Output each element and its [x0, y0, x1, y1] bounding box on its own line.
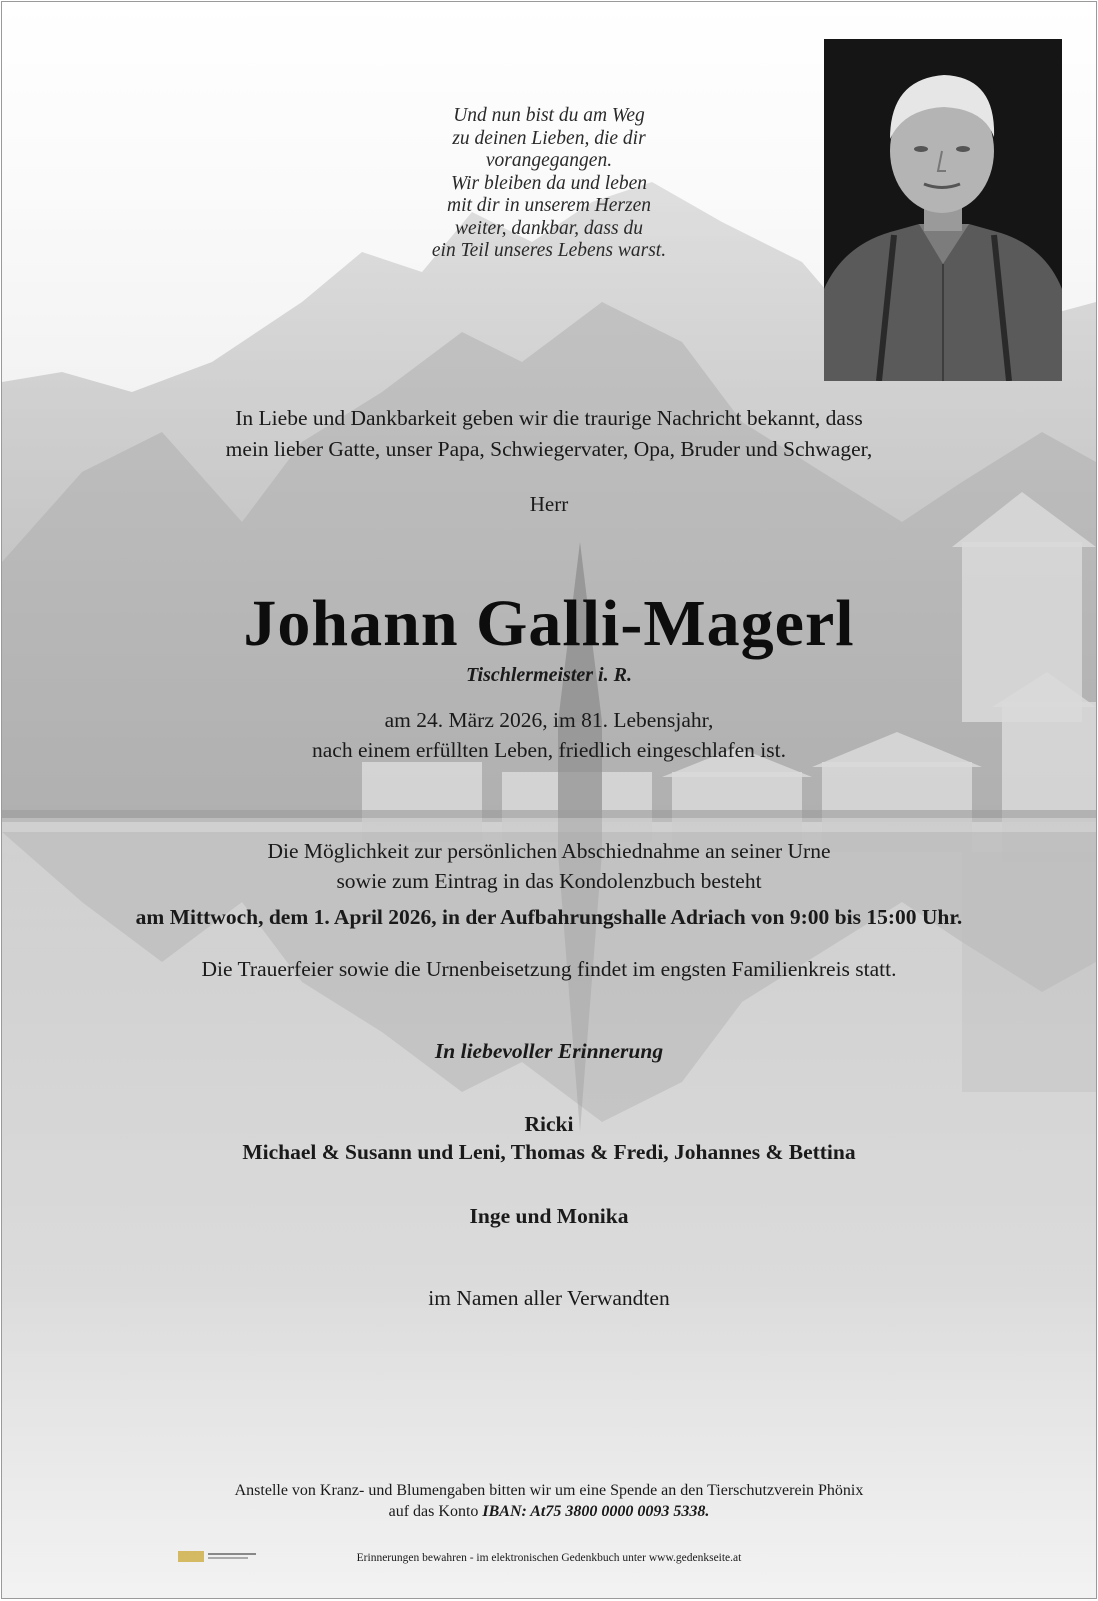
death-line-1: am 24. März 2026, im 81. Lebensjahr, — [384, 708, 714, 732]
mourners-heading: In liebevoller Erinnerung — [434, 1039, 664, 1063]
poem-line: Wir bleiben da und leben — [450, 172, 648, 194]
poem-line: vorangegangen. — [485, 150, 613, 171]
relatives-note: im Namen aller Verwandten — [428, 1286, 670, 1310]
intro-line-1: In Liebe und Dankbarkeit geben wir die traurige Nachricht bekannt, dass — [235, 406, 863, 430]
intro-line-2: mein lieber Gatte, unser Papa, Schwiegervater, Opa, Bruder und Schwager, — [225, 437, 873, 461]
announcement-intro — [2, 403, 1096, 465]
mourners-line-2: Michael & Susann und Leni, Thomas & Fredi, Johannes & Bettina — [242, 1140, 856, 1164]
donation-account-label: auf das Konto — [388, 1503, 479, 1520]
obituary-page — [1, 1, 1097, 1599]
ceremony-note: Die Trauerfeier sowie die Urnenbeisetzung findet im engsten Familienkreis statt. — [201, 957, 897, 981]
portrait-photo — [824, 39, 1062, 381]
donation-line-1: Anstelle von Kranz- und Blumengaben bitten wir um eine Spende an den Tierschutzverein Phönix — [234, 1482, 864, 1499]
poem-line: mit dir in unserem Herzen — [446, 195, 651, 216]
donation-request — [2, 1480, 1096, 1522]
memorial-poem — [394, 105, 704, 263]
salutation: Herr — [529, 492, 569, 516]
donation-line-2 — [2, 1501, 1096, 1522]
deceased-name: Johann Galli-Magerl — [243, 587, 855, 660]
poem-line: weiter, dankbar, dass du — [455, 217, 643, 239]
footer-note: Erinnerungen bewahren - im elektronischen Gedenkbuch unter www.gedenkseite.at — [356, 1552, 742, 1564]
poem-line: Und nun bist du am Weg — [453, 105, 645, 126]
farewell-line-2: sowie zum Eintrag in das Kondolenzbuch besteht — [336, 869, 762, 893]
deceased-profession: Tischlermeister i. R. — [466, 664, 632, 686]
portrait-image — [824, 39, 1062, 381]
poem-line: zu deinen Lieben, die dir — [452, 127, 646, 149]
mourners-line-3: Inge und Monika — [469, 1204, 629, 1228]
death-details — [2, 705, 1096, 765]
death-line-2: nach einem erfüllten Leben, friedlich eingeschlafen ist. — [312, 738, 786, 762]
farewell-info — [2, 836, 1096, 896]
poem-line: ein Teil unseres Lebens warst. — [431, 240, 667, 261]
mourners-line-1: Ricki — [524, 1112, 574, 1136]
farewell-date-location: am Mittwoch, dem 1. April 2026, in der Aufbahrungshalle Adriach von 9:00 bis 15:00 Uhr. — [135, 905, 963, 929]
funeral-home-logo — [178, 1548, 258, 1564]
farewell-line-1: Die Möglichkeit zur persönlichen Abschiednahme an seiner Urne — [267, 839, 831, 863]
iban-number: IBAN: At75 3800 0000 0093 5338. — [482, 1503, 710, 1520]
